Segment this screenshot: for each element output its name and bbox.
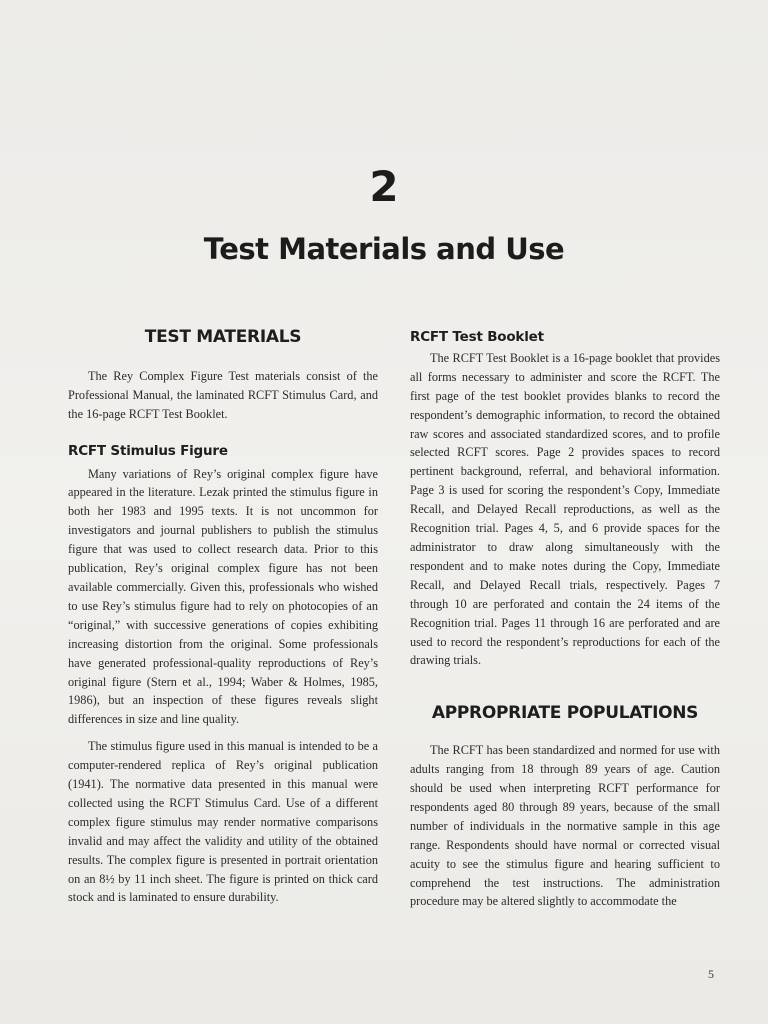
left-column	[68, 326, 378, 907]
section-heading-test-materials: TEST MATERIALS	[144, 327, 302, 347]
chapter-number: 2	[369, 162, 399, 211]
intro-paragraph: The Rey Complex Figure Test materials consist of the Professional Manual, the laminated RCFT Stimulus Card, and the 16-page RCFT Test Booklet.	[68, 368, 378, 421]
subheading-test-booklet: RCFT Test Booklet	[410, 329, 544, 345]
populations-paragraph: The RCFT has been standardized and normed for use with adults ranging from 18 through 89 years of age. Caution should be used when interpreting RCFT performance for respondents aged 80 through 89 years, because of the small number of individuals in the normative sample in this age range. Respondents should have normal or corrected visual acuity to see the stimulus figure and hearing sufficient to comprehend the test instructions. The administration procedure may be altered slightly to accommodate the	[410, 743, 720, 909]
page-number: 5	[708, 967, 714, 981]
stimulus-figure-paragraph-1: Many variations of Rey’s original complex figure have appeared in the literature. Lezak printed the stimulus figure in both her 1983 and 1995 texts. It is not uncommon for investigators and journal publishers to publish the stimulus figure that was used to collect research data. Prior to this publication, Rey’s original complex figure has not been available commercially. Given this, professionals who wished to use Rey’s stimulus figure had to rely on photocopies of an “original,” with successive generations of copies exhibiting increasing distortion from the original. Some professionals have generated professional-quality reproductions of Rey’s original figure (Stern et al., 1994; Waber & Holmes, 1985, 1986), but an inspection of these figures reveals slight differences in size and line quality.	[68, 466, 378, 727]
stimulus-figure-paragraph-2: The stimulus figure used in this manual is intended to be a computer-rendered replica of Rey’s original publication (1941). The normative data presented in this manual were collected using the RCFT Stimulus Card. Use of a different complex figure stimulus may render normative comparisons invalid and may affect the validity and utility of the obtained results. The complex figure is presented in portrait orientation on an 8½ by 11 inch sheet. The figure is printed on thick card stock and is laminated to ensure durability.	[68, 739, 378, 905]
subheading-stimulus-figure: RCFT Stimulus Figure	[68, 442, 228, 459]
chapter-title: Test Materials and Use	[203, 232, 565, 266]
right-column	[410, 328, 720, 911]
section-heading-appropriate-populations: APPROPRIATE POPULATIONS	[431, 703, 699, 724]
test-booklet-paragraph: The RCFT Test Booklet is a 16-page booklet that provides all forms necessary to administer and score the RCFT. The first page of the test booklet provides blanks to record the respondent’s demographic information, to record the obtained raw scores and associated standardized scores, and to profile selected RCFT scores. Page 2 provides spaces to record pertinent background, referral, and behavioral information. Page 3 is used for scoring the respondent’s Copy, Immediate Recall, and Delayed Recall reproductions, as well as the Recognition trial. Pages 4, 5, and 6 provide spaces for the administrator to draw along simultaneously with the respondent and to make notes during the Copy, Immediate Recall, and Delayed Recall trials, respectively. Pages 7 through 10 are perforated and contain the 24 items of the Recognition trial. Pages 11 through 16 are perforated and are used to record the respondent’s reproductions for each of the drawing trials.	[410, 350, 720, 668]
